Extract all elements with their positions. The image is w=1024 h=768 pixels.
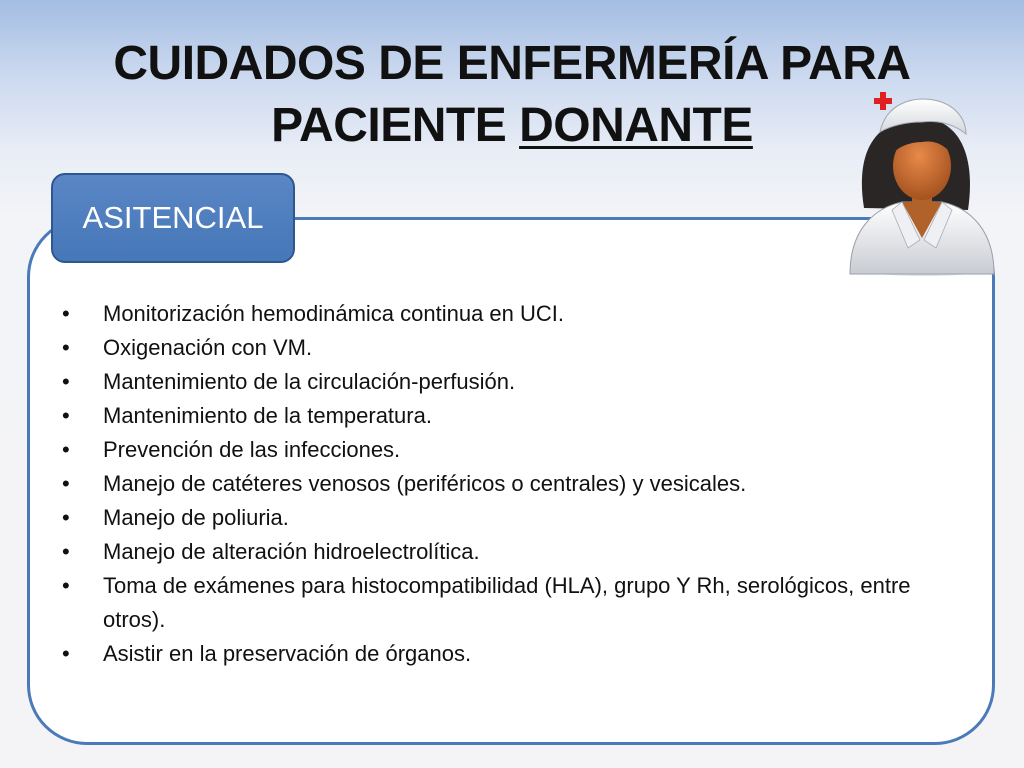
list-item-text: Mantenimiento de la circulación-perfusión. — [103, 369, 516, 394]
care-list — [62, 297, 962, 671]
bullet-icon: • — [62, 369, 70, 394]
bullet-icon: • — [62, 437, 70, 462]
title-plain-text: PACIENTE — [271, 99, 520, 152]
list-item-text: Monitorización hemodinámica continua en UCI. — [103, 301, 565, 326]
list-item — [62, 331, 962, 365]
list-item — [62, 535, 962, 569]
bullet-icon: • — [62, 335, 70, 360]
list-item-text: Mantenimiento de la temperatura. — [103, 403, 432, 428]
bullet-icon: • — [62, 505, 70, 530]
title-underlined-text: DONANTE — [519, 99, 753, 152]
list-item — [62, 297, 962, 331]
list-item-text: Toma de exámenes para histocompatibilidad (HLA), grupo Y Rh, serológicos, entre otros). — [103, 573, 911, 632]
bullet-icon: • — [62, 403, 70, 428]
list-item — [62, 637, 962, 671]
bullet-icon: • — [62, 539, 70, 564]
list-item — [62, 433, 962, 467]
list-item-text: Manejo de catéteres venosos (periféricos o centrales) y vesicales. — [103, 471, 747, 496]
list-item-text: Manejo de alteración hidroelectrolítica. — [103, 539, 480, 564]
bullet-icon: • — [62, 573, 70, 598]
list-item-text: Prevención de las infecciones. — [103, 437, 401, 462]
list-item — [62, 365, 962, 399]
red-cross-icon — [874, 92, 892, 110]
list-item-text: Asistir en la preservación de órganos. — [103, 641, 472, 666]
nurse-icon — [842, 88, 1002, 278]
bullet-icon: • — [62, 641, 70, 666]
list-item-text: Manejo de poliuria. — [103, 505, 289, 530]
bullet-icon: • — [62, 301, 70, 326]
list-item — [62, 569, 962, 637]
list-item — [62, 399, 962, 433]
title-line-1: CUIDADOS DE ENFERMERÍA PARA — [113, 37, 911, 90]
list-item-text: Oxigenación con VM. — [103, 335, 313, 360]
section-tab: ASITENCIAL — [51, 173, 295, 263]
bullet-icon: • — [62, 471, 70, 496]
list-item — [62, 467, 962, 501]
list-item — [62, 501, 962, 535]
